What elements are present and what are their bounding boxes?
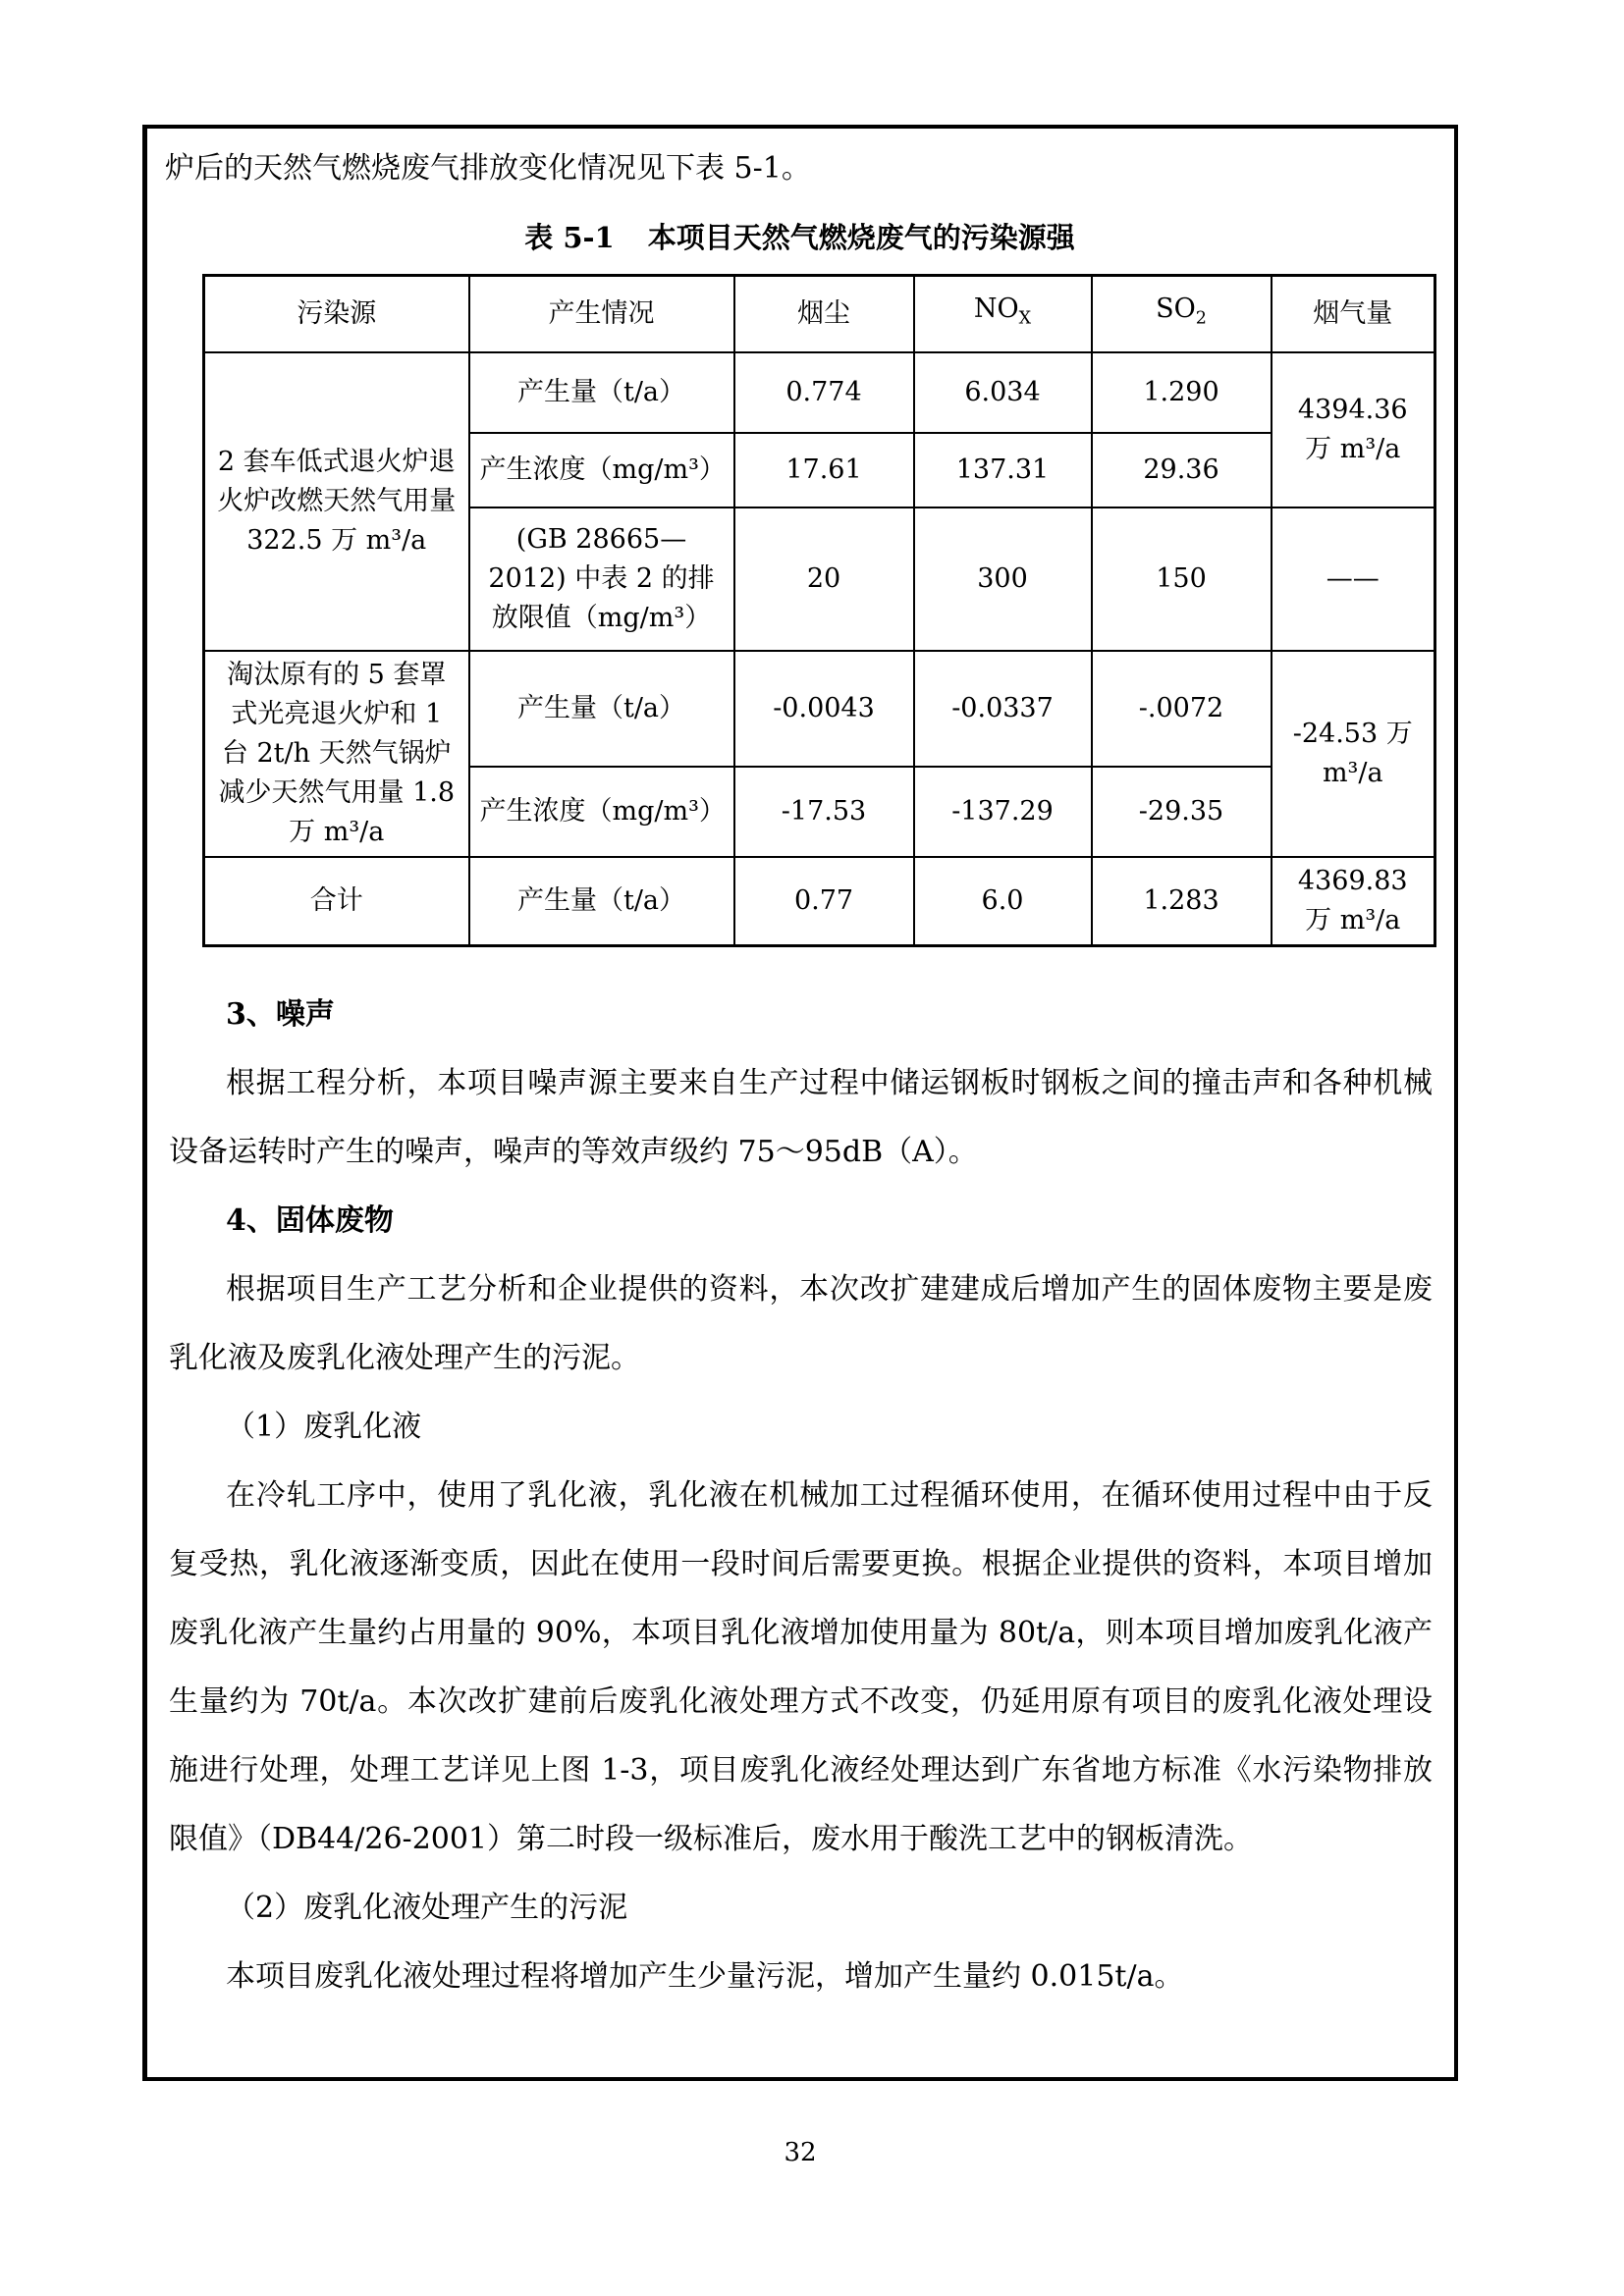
cell-limit-label: (GB 28665—2012) 中表 2 的排放限值（mg/m³） xyxy=(469,507,734,651)
cell-total-source: 合计 xyxy=(204,857,469,946)
cell-group2-amount-dust: -0.0043 xyxy=(734,651,914,767)
nox-label-base: NO xyxy=(973,294,1019,325)
cell-group1-conc-label: 产生浓度（mg/m³） xyxy=(469,433,734,507)
cell-group1-conc-nox: 137.31 xyxy=(914,433,1092,507)
subsection-heading-sludge: （2）废乳化液处理产生的污泥 xyxy=(226,1890,628,1925)
header-cell-dust: 烟尘 xyxy=(734,276,914,352)
cell-total-dust: 0.77 xyxy=(734,857,914,946)
cell-total-label: 产生量（t/a） xyxy=(469,857,734,946)
cell-limit-nox: 300 xyxy=(914,507,1092,651)
pollution-source-table xyxy=(202,274,1436,947)
section-heading-noise: 3、噪声 xyxy=(226,996,335,1032)
header-cell-gas-volume: 烟气量 xyxy=(1272,276,1435,352)
cell-group2-conc-dust: -17.53 xyxy=(734,767,914,857)
cell-group1-amount-so2: 1.290 xyxy=(1092,352,1272,433)
sludge-paragraph: 本项目废乳化液处理过程将增加产生少量污泥，增加产生量约 0.015t/a。 xyxy=(226,1958,1184,1994)
cell-group2-amount-so2: -.0072 xyxy=(1092,651,1272,767)
table-row-group1-amount xyxy=(204,352,1435,433)
content-border-frame xyxy=(142,125,1458,2081)
cell-total-nox: 6.0 xyxy=(914,857,1092,946)
cell-group2-amount-nox: -0.0337 xyxy=(914,651,1092,767)
cell-total-gas-volume: 4369.83 万 m³/a xyxy=(1272,857,1435,946)
cell-group2-conc-nox: -137.29 xyxy=(914,767,1092,857)
cell-group1-amount-dust: 0.774 xyxy=(734,352,914,433)
cell-group1-amount-nox: 6.034 xyxy=(914,352,1092,433)
cell-group1-conc-so2: 29.36 xyxy=(1092,433,1272,507)
table-title-number: 表 5-1 xyxy=(524,221,615,254)
page-number: 32 xyxy=(784,2138,817,2167)
so2-label-base: SO xyxy=(1156,294,1196,325)
cell-group2-amount-label: 产生量（t/a） xyxy=(469,651,734,767)
table-row-total xyxy=(204,857,1435,946)
subsection-heading-waste-emulsion: （1）废乳化液 xyxy=(226,1409,422,1444)
cell-group2-gas-volume: -24.53 万 m³/a xyxy=(1272,651,1435,857)
header-cell-so2 xyxy=(1092,276,1272,352)
cell-limit-gas-volume: —— xyxy=(1272,507,1435,651)
cell-group1-source: 2 套车低式退火炉退火炉改燃天然气用量 322.5 万 m³/a xyxy=(204,352,469,651)
nox-label-sub: X xyxy=(1018,308,1032,329)
intro-line: 炉后的天然气燃烧废气排放变化情况见下表 5-1。 xyxy=(165,151,811,186)
section-heading-solid-waste: 4、固体废物 xyxy=(226,1202,394,1238)
cell-group2-conc-label: 产生浓度（mg/m³） xyxy=(469,767,734,857)
cell-group1-gas-volume: 4394.36 万 m³/a xyxy=(1272,352,1435,507)
body-text-area xyxy=(169,981,1433,2011)
noise-paragraph: 根据工程分析，本项目噪声源主要来自生产过程中储运钢板时钢板之间的撞击声和各种机械设备运转时产生的噪声，噪声的等效声级约 75～95dB（A）。 xyxy=(169,1065,1433,1169)
cell-group1-conc-dust: 17.61 xyxy=(734,433,914,507)
cell-total-so2: 1.283 xyxy=(1092,857,1272,946)
header-cell-pollution-source: 污染源 xyxy=(204,276,469,352)
table-header-row xyxy=(204,276,1435,352)
cell-group2-source: 淘汰原有的 5 套罩式光亮退火炉和 1 台 2t/h 天然气锅炉减少天然气用量 1.8 万 m³/a xyxy=(204,651,469,857)
waste-emulsion-paragraph: 在冷轧工序中，使用了乳化液，乳化液在机械加工过程循环使用，在循环使用过程中由于反复受热，乳化液逐渐变质，因此在使用一段时间后需要更换。根据企业提供的资料，本项目增加废乳化液产生量约占用量的 90%，本项目乳化液增加使用量为 80t/a，则本项目增加废乳化液产生量约为 70t/a。本次改扩建前后废乳化液处理方式不改变，仍延用原有项目的废乳化液处理设施进行处理，处理工艺详见上图 1-3，项目废乳化液经处理达到广东省地方标准《水污染物排放限值》（DB44/26-2001）第二时段一级标准后，废水用于酸洗工艺中的钢板清洗。 xyxy=(169,1477,1433,1856)
header-cell-situation: 产生情况 xyxy=(469,276,734,352)
solid-waste-paragraph: 根据项目生产工艺分析和企业提供的资料，本次改扩建建成后增加产生的固体废物主要是废乳化液及废乳化液处理产生的污泥。 xyxy=(169,1271,1433,1375)
cell-group1-amount-label: 产生量（t/a） xyxy=(469,352,734,433)
table-row-group2-amount xyxy=(204,651,1435,767)
cell-limit-dust: 20 xyxy=(734,507,914,651)
header-cell-nox xyxy=(914,276,1092,352)
so2-label-sub: 2 xyxy=(1195,308,1207,329)
table-title xyxy=(163,219,1436,256)
table-title-text: 本项目天然气燃烧废气的污染源强 xyxy=(647,221,1075,254)
cell-limit-so2: 150 xyxy=(1092,507,1272,651)
cell-group2-conc-so2: -29.35 xyxy=(1092,767,1272,857)
